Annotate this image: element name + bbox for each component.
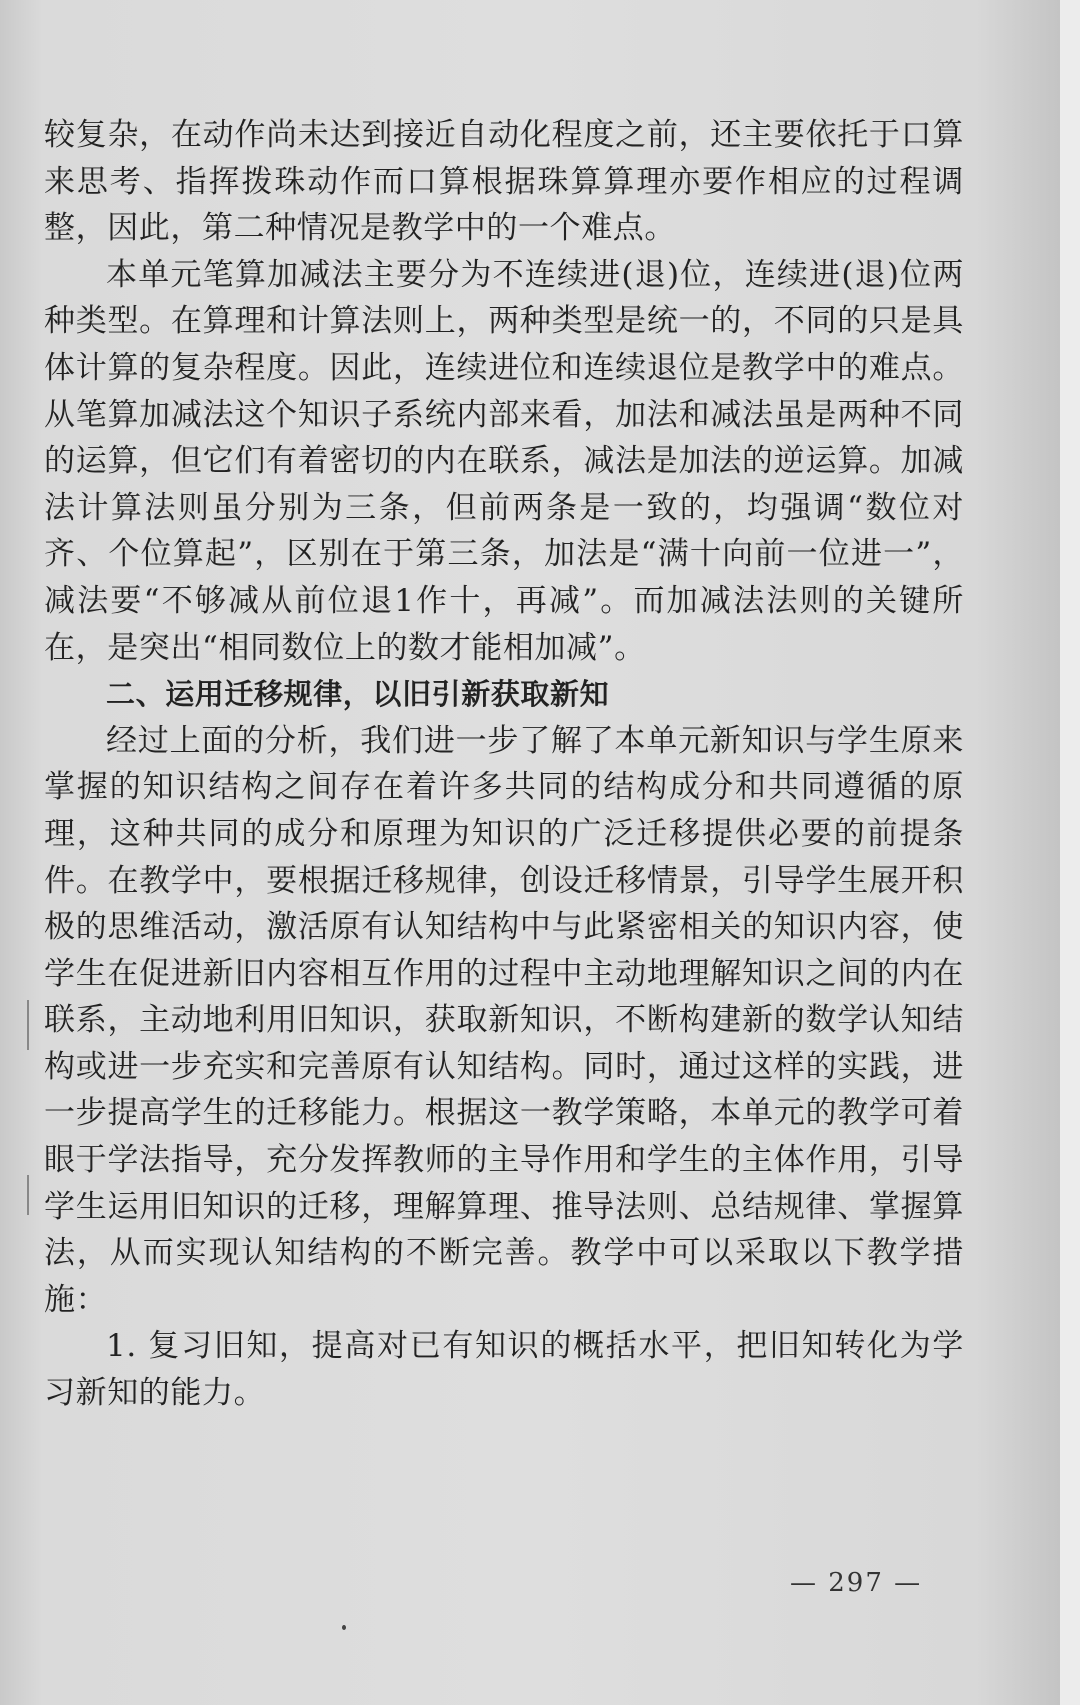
margin-mark: [27, 1000, 29, 1050]
paragraph: 本单元笔算加减法主要分为不连续进(退)位，连续进(退)位两种类型。在算理和计算法则上，两种类型是统一的，不同的只是具体计算的复杂程度。因此，连续进位和连续退位是教学中的难点。从笔算加减法这个知识子系统内部来看，加法和减法虽是两种不同的运算，但它们有着密切的内在联系，减法是加法的逆运算。加减法计算法则虽分别为三条，但前两条是一致的，均强调“数位对齐、个位算起”，区别在于第三条，加法是“满十向前一位进一”，减法要“不够减从前位退1作十，再减”。而加减法法则的关键所在，是突出“相同数位上的数才能相加减”。: [44, 256, 964, 666]
paragraph: 1. 复习旧知，提高对已有知识的概括水平，把旧知转化为学习新知的能力。: [44, 1328, 964, 1412]
body-text: [44, 112, 964, 1417]
paragraph: 经过上面的分析，我们进一步了解了本单元新知识与学生原来掌握的知识结构之间存在着许多共同的结构成分和共同遵循的原理，这种共同的成分和原理为知识的广泛迁移提供必要的前提条件。在教学中，要根据迁移规律，创设迁移情景，引导学生展开积极的思维活动，激活原有认知结构中与此紧密相关的知识内容，使学生在促进新旧内容相互作用的过程中主动地理解知识之间的内在联系，主动地利用旧知识，获取新知识，不断构建新的数学认知结构或进一步充实和完善原有认知结构。同时，通过这样的实践，进一步提高学生的迁移能力。根据这一教学策略，本单元的教学可着眼于学法指导，充分发挥教师的主导作用和学生的主体作用，引导学生运用旧知识的迁移，理解算理、推导法则、总结规律、掌握算法，从而实现认知结构的不断完善。教学中可以采取以下教学措施：: [44, 722, 964, 1318]
page-edge: [1060, 0, 1080, 1705]
page-number: — 297 —: [790, 1568, 923, 1598]
section-heading: 二、运用迁移规律，以旧引新获取新知: [106, 677, 610, 712]
print-speck: [342, 1625, 346, 1630]
margin-mark: [27, 1175, 29, 1215]
paragraph: 较复杂，在动作尚未达到接近自动化程度之前，还主要依托于口算来思考、指挥拨珠动作而口算根据珠算算理亦要作相应的过程调整，因此，第二种情况是教学中的一个难点。: [44, 117, 964, 247]
